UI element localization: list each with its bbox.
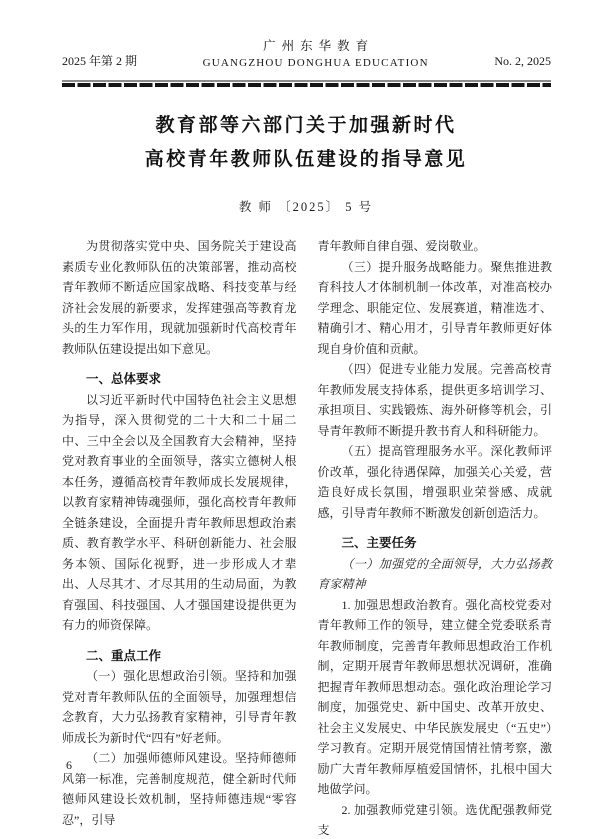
sub-heading-kaiti: （一）加强党的全面领导，大力弘扬教育家精神 xyxy=(317,556,552,591)
article-title xyxy=(0,109,612,177)
body-paragraph: （一）强化思想政治引领。坚持和加强党对青年教师队伍的全面领导，加强理想信念教育，大力弘扬教育家精神，引导青年教师成长为新时代“四有”好老师。 xyxy=(62,669,297,745)
page-number: 6 xyxy=(66,758,72,772)
section-heading: 三、主要任务 xyxy=(341,536,417,550)
right-column xyxy=(318,236,553,839)
article-title-line1: 教育部等六部门关于加强新时代 xyxy=(155,115,457,136)
body-paragraph: （三）提升服务战略能力。聚焦推进教育科技人才体制机制一体改革，对准高校办学理念、职能定位、发展赛道，精准选才、精确引才、精心用才，引导青年教师更好体现自身价值和贡献。 xyxy=(317,259,552,356)
left-column xyxy=(62,236,297,839)
body-paragraph: 1. 加强思想政治教育。强化高校党委对青年教师工作的领导，建立健全党委联系青年教师制度，完善青年教师思想政治工作机制，定期开展青年教师思想状况调研，准确把握青年教师思想动态。强化政治理论学习制度，加强党史、新中国史、改革开放史、社会主义发展史、中华民族发展史（“五史”）学习教育。定期开展党情国情社情考察，激励广大青年教师厚植爱国情怀，扎根中国大地做学问。 xyxy=(317,597,552,796)
body-paragraph: 以习近平新时代中国特色社会主义思想为指导，深入贯彻党的二十大和二十届二中、三中全会以及全国教育大会精神，坚持党对教育事业的全面领导，落实立德树人根本任务，遵循高校青年教师成长发展规律，以教育家精神铸魂强师，强化高校青年教师全链条建设，全面提升青年教师思想政治素质、教育教学水平、科研创新能力、社会服务本领、国际化视野，进一步形成人才辈出、人尽其才、才尽其用的生动局面，为教育强国、科技强国、人才强国建设提供更为有力的师资保障。 xyxy=(62,392,297,632)
journal-name-cn: 广州东华教育 xyxy=(263,39,375,53)
section-heading: 一、总体要求 xyxy=(86,372,162,386)
header-dashed-rule xyxy=(62,80,551,87)
rule-thin-line xyxy=(62,80,551,82)
issue-label-right: No. 2, 2025 xyxy=(494,54,551,68)
body-paragraph: （四）促进专业能力发展。完善高校青年教师发展支持体系，提供更多培训学习、承担项目、实践锻炼、海外研修等机会，引导青年教师不断提升教书育人和科研能力。 xyxy=(317,362,552,438)
running-head xyxy=(62,36,551,69)
body-paragraph: （二）加强师德师风建设。坚持师德师风第一标准，完善制度规范，健全新时代师德师风建设长效机制，坚持师德违规“零容忍”，引导 xyxy=(62,751,297,827)
article-title-line2: 高校青年教师队伍建设的指导意见 xyxy=(144,149,468,170)
body-paragraph: 2. 加强教师党建引领。选优配强教师党支 xyxy=(317,802,552,837)
body-paragraph: （五）提高管理服务水平。深化教师评价改革，强化待遇保障，加强关心关爱，营造良好成长氛围，增强职业荣誉感、成就感，引导青年教师不断激发创新创造活力。 xyxy=(317,444,552,520)
issue-label-left: 2025 年第 2 期 xyxy=(62,54,138,68)
journal-name-en: GUANGZHOU DONGHUA EDUCATION xyxy=(202,57,429,69)
section-heading: 二、重点工作 xyxy=(86,648,162,663)
body-paragraph-continuation: 青年教师自律自强、爱岗敬业。 xyxy=(317,239,486,253)
rule-dash-line xyxy=(62,83,551,88)
document-number: 教 师 〔2025〕 5 号 xyxy=(238,200,374,214)
article-body xyxy=(62,236,552,839)
journal-name-block xyxy=(203,36,429,69)
body-paragraph: 为贯彻落实党中央、国务院关于建设高素质专业化教师队伍的决策部署，推动高校青年教师不断适应国家战略、科技变革与经济社会发展的新要求，发挥建强高等教育龙头的生力军作用，现就加强新时代高校青年教师队伍建设提出如下意见。 xyxy=(62,239,297,356)
